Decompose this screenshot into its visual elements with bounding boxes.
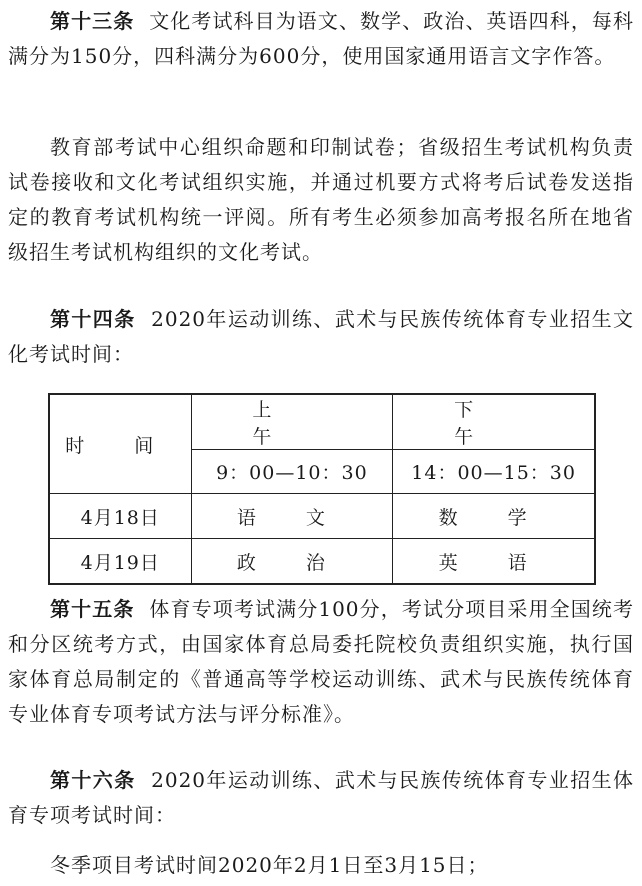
exam-schedule-table xyxy=(48,393,596,585)
date-cell: 4月19日 xyxy=(49,539,191,585)
date-cell: 4月18日 xyxy=(49,494,191,539)
article-16-label: 第十六条 xyxy=(50,768,136,792)
am-subject-cell xyxy=(191,539,393,585)
pm-subject-label: 英 语 xyxy=(438,551,549,574)
article-16 xyxy=(8,763,634,833)
pm-subject-label: 数 学 xyxy=(438,506,549,529)
article-15-text: 体育专项考试满分100分，考试分项目采用全国统考和分区统考方式，由国家体育总局委托院校负责组织实施，执行国家体育总局制定的《普通高等学校运动训练、武术与民族传统体育专业体育专项考试方法与评分标准》。 xyxy=(8,597,635,726)
article-15-label: 第十五条 xyxy=(50,597,135,621)
article-14-label: 第十四条 xyxy=(50,307,136,331)
pm-time-cell: 14：00—15：30 xyxy=(393,450,595,494)
table-header-row xyxy=(49,394,595,450)
table-row xyxy=(49,494,595,539)
am-subject-label: 语 文 xyxy=(236,506,347,529)
table-row xyxy=(49,539,595,585)
article-13-paragraph-2: 教育部考试中心组织命题和印制试卷；省级招生考试机构负责试卷接收和文化考试组织实施，并通过机要方式将考后试卷发送指定的教育考试机构统一评阅。所有考生必须参加高考报名所在地省级招生考试机构组织的文化考试。 xyxy=(8,135,634,264)
pm-header-label: 下 午 xyxy=(454,399,534,448)
pm-subject-cell xyxy=(393,539,595,585)
am-subject-cell xyxy=(191,494,393,539)
time-header-cell xyxy=(49,394,191,494)
article-13-text: 文化考试科目为语文、数学、政治、英语四科，每科满分为150分，四科满分为600分，使用国家通用语言文字作答。 xyxy=(8,9,635,68)
pm-header-cell xyxy=(393,394,595,450)
am-header-cell xyxy=(191,394,393,450)
article-13 xyxy=(8,4,634,74)
am-header-label: 上 午 xyxy=(252,399,332,448)
article-14-text: 2020年运动训练、武术与民族传统体育专业招生文化考试时间： xyxy=(8,307,635,366)
time-header-label: 时 间 xyxy=(65,434,176,457)
am-time-cell: 9：00—10：30 xyxy=(191,450,393,494)
am-subject-label: 政 治 xyxy=(236,551,347,574)
article-13-label: 第十三条 xyxy=(50,9,135,33)
article-16-text: 2020年运动训练、武术与民族传统体育专业招生体育专项考试时间： xyxy=(8,768,635,827)
article-16-winter: 冬季项目考试时间2020年2月1日至3月15日； xyxy=(50,853,489,877)
article-15 xyxy=(8,592,634,732)
article-14 xyxy=(8,302,634,372)
pm-subject-cell xyxy=(393,494,595,539)
